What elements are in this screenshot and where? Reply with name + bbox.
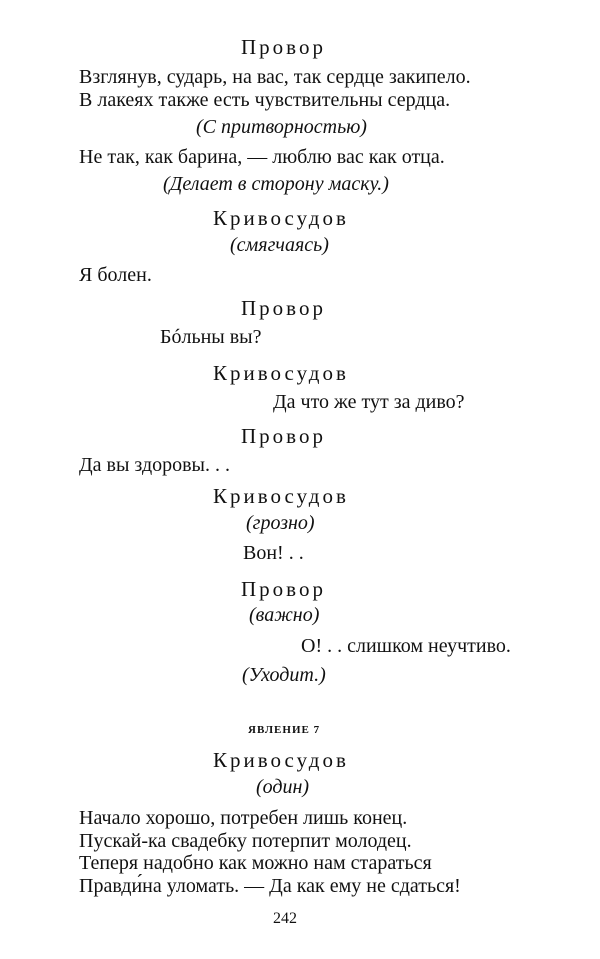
- speaker-name: Провор: [241, 577, 326, 601]
- scene-heading: ЯВЛЕНИЕ 7: [248, 724, 321, 736]
- speaker-name: Кривосудов: [213, 206, 349, 230]
- speaker-name: Кривосудов: [213, 748, 349, 772]
- stage-direction: (грозно): [246, 512, 315, 534]
- verse-line: О! . . слишком неучтиво.: [301, 635, 511, 657]
- speaker-name: Кривосудов: [213, 361, 349, 385]
- verse-line: Теперя надобно как можно нам стараться: [79, 852, 432, 874]
- speaker-name: Провор: [241, 296, 326, 320]
- verse-line: Да вы здоровы. . .: [79, 454, 230, 476]
- page-number: 242: [273, 910, 297, 927]
- verse-line: Вон! . .: [243, 542, 304, 564]
- stage-direction: (С притворностью): [196, 116, 367, 138]
- verse-line: Я болен.: [79, 264, 152, 286]
- verse-line: Да что же тут за диво?: [273, 391, 465, 413]
- stage-direction: (важно): [249, 604, 320, 626]
- speaker-name: Провор: [241, 35, 326, 59]
- verse-line: Бóльны вы?: [160, 326, 262, 348]
- verse-line: Не так, как барина, — люблю вас как отца.: [79, 146, 445, 168]
- stage-direction: (Делает в сторону маску.): [163, 173, 389, 195]
- verse-line: Начало хорошо, потребен лишь конец.: [79, 807, 408, 829]
- stage-direction: (смягчаясь): [230, 234, 329, 256]
- stage-direction: (один): [256, 776, 310, 798]
- stage-direction: (Уходит.): [242, 664, 326, 686]
- speaker-name: Провор: [241, 424, 326, 448]
- speaker-name: Кривосудов: [213, 484, 349, 508]
- verse-line: В лакеях также есть чувствительны сердца.: [79, 89, 451, 111]
- verse-line: Взглянув, сударь, на вас, так сердце закипело.: [79, 66, 471, 88]
- verse-line: Правди́на уломать. — Да как ему не сдаться!: [79, 875, 461, 897]
- verse-line: Пускай-ка свадебку потерпит молодец.: [79, 830, 412, 852]
